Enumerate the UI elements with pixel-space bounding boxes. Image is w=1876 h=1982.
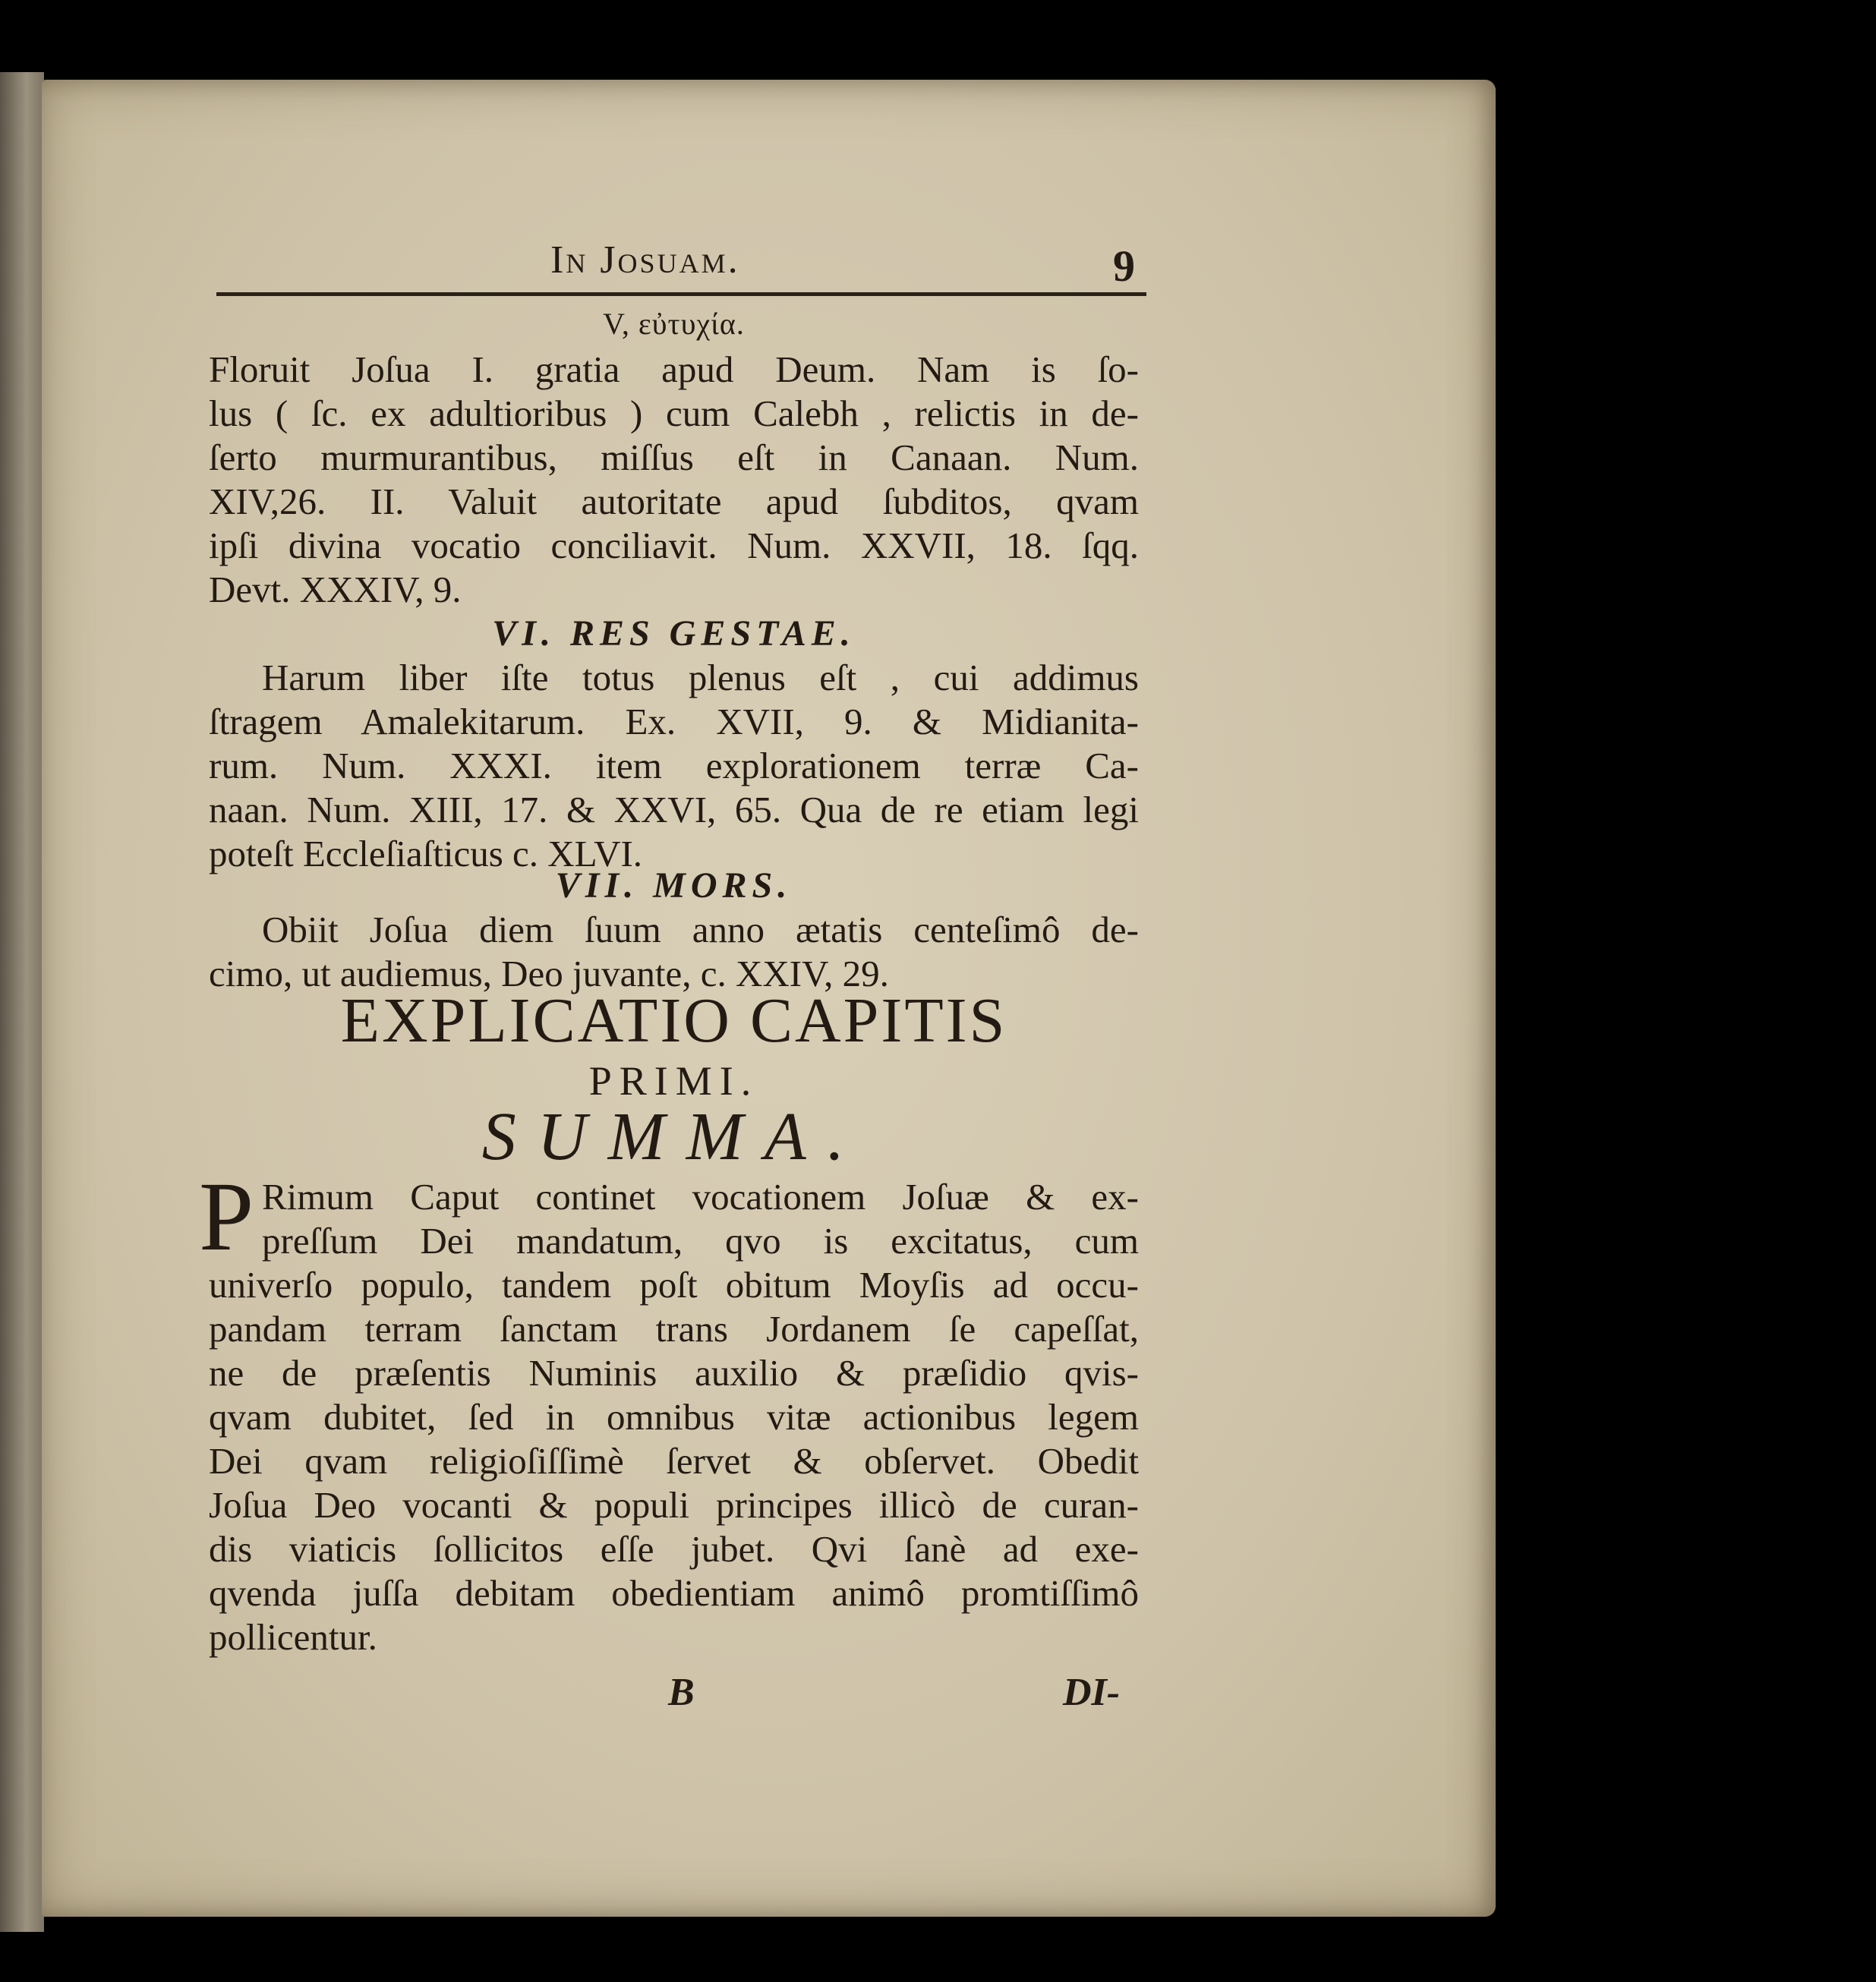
text-line: Obiit Joſua diem ſuum anno ætatis centeſimô de-: [262, 909, 1139, 950]
text-line: ne de præſentis Numinis auxilio & præſidio qvis-: [209, 1352, 1139, 1394]
text-line: Floruit Joſua I. gratia apud Deum. Nam is ſo-: [209, 348, 1139, 390]
text-line: Devt. XXXIV, 9.: [209, 569, 462, 610]
text-line: cimo, ut audiemus, Deo juvante, c. XXIV, 29.: [209, 953, 889, 994]
text-line: Joſua Deo vocanti & populi principes illicò de curan-: [209, 1484, 1139, 1526]
text-line: qvam dubitet, ſed in omnibus vitæ actionibus legem: [209, 1396, 1139, 1438]
text-line: lus ( ſc. ex adultioribus ) cum Calebh , relictis in de-: [209, 392, 1139, 434]
text-line: qvenda juſſa debitam obedientiam animô promtiſſimô: [209, 1572, 1139, 1614]
text-line: univerſo populo, tandem poſt obitum Moyſis ad occu-: [209, 1264, 1139, 1306]
text-line: pollicentur.: [209, 1616, 377, 1658]
adjacent-page-edge: [0, 72, 44, 1932]
running-title: In Josuam.: [550, 238, 740, 282]
summary-heading: SUMMA.: [481, 1101, 866, 1174]
section-heading-vi: VI. RES GESTAE.: [492, 613, 856, 654]
text-line: preſſum Dei mandatum, qvo is excitatus, cum: [262, 1220, 1139, 1262]
text-line: ipſi divina vocatio conciliavit. Num. XXVII, 18. ſqq.: [209, 525, 1139, 566]
text-line: ſtragem Amalekitarum. Ex. XVII, 9. & Midianita-: [209, 701, 1139, 742]
text-line: pandam terram ſanctam trans Jordanem ſe capeſſat,: [209, 1308, 1139, 1350]
section-heading-v: V, εὐτυχία.: [603, 307, 745, 341]
text-line: rum. Num. XXXI. item explorationem terræ Ca-: [209, 745, 1139, 786]
chapter-title: EXPLICATIO CAPITIS: [340, 987, 1007, 1055]
text-line: Dei qvam religioſiſſimè ſervet & obſervet. Obedit: [209, 1440, 1139, 1482]
text-line: dis viaticis ſollicitos eſſe jubet. Qvi ſanè ad exe-: [209, 1528, 1139, 1570]
text-line: poteſt Eccleſiaſticus c. XLVI.: [209, 833, 643, 874]
catchword: DI-: [1063, 1671, 1121, 1714]
text-line: ſerto murmurantibus, miſſus eſt in Canaan. Num.: [209, 436, 1139, 478]
chapter-subtitle: PRIMI.: [588, 1058, 759, 1104]
page-header: [216, 238, 1146, 291]
section-heading-vii: VII. MORS.: [555, 865, 793, 906]
header-rule: [216, 292, 1146, 296]
text-line: Rimum Caput continet vocationem Joſuæ & ex-: [262, 1176, 1139, 1218]
page-number: 9: [1113, 241, 1135, 291]
text-line: XIV,26. II. Valuit autoritate apud ſubditos, qvam: [209, 481, 1139, 522]
drop-cap: P: [199, 1162, 254, 1271]
signature-mark: B: [668, 1671, 695, 1714]
text-line: naan. Num. XIII, 17. & XXVI, 65. Qua de re etiam legi: [209, 789, 1139, 830]
text-line: Harum liber iſte totus plenus eſt , cui addimus: [262, 657, 1139, 698]
